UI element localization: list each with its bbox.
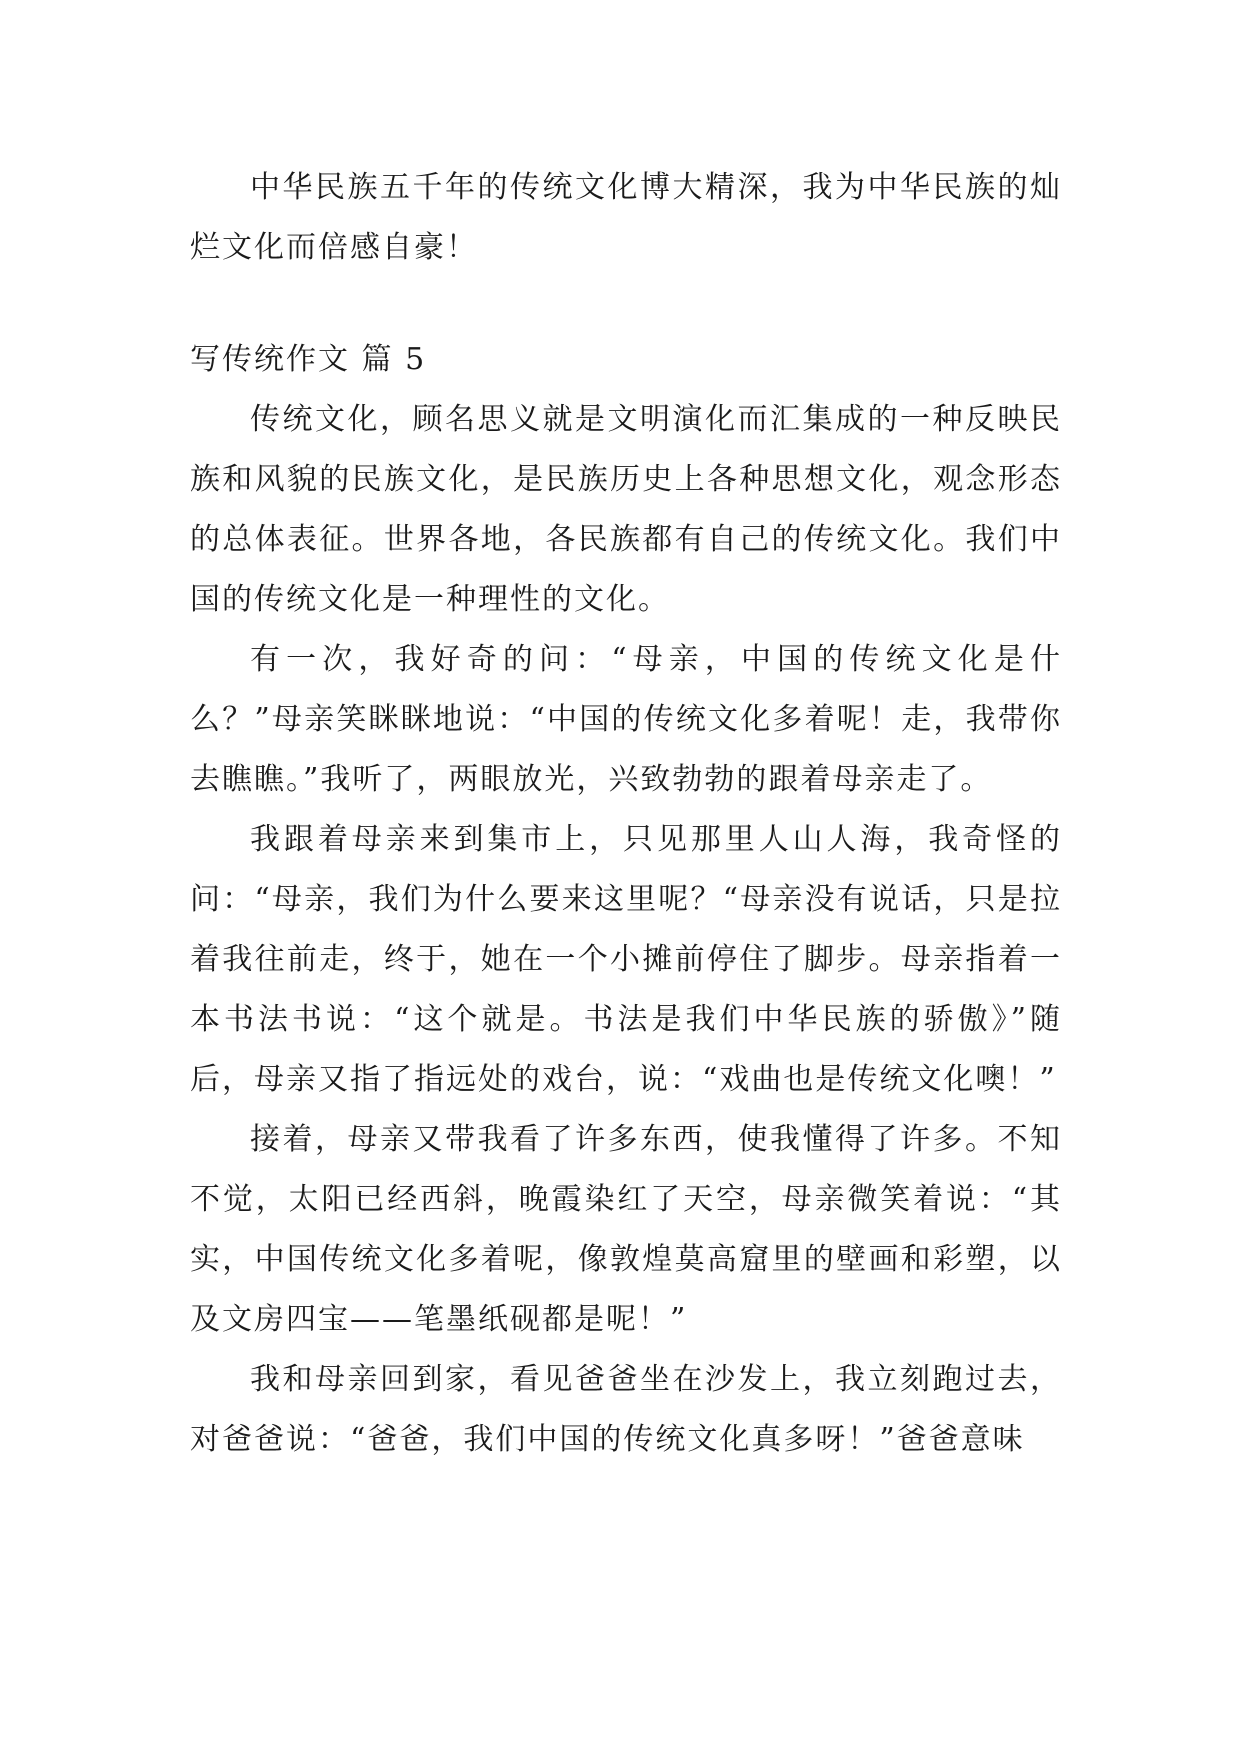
paragraph: 我和母亲回到家，看见爸爸坐在沙发上，我立刻跑过去，对爸爸说：“爸爸，我们中国的传统文化真多呀！”爸爸意味 bbox=[190, 1362, 1062, 1457]
paragraph: 我跟着母亲来到集市上，只见那里人山人海，我奇怪的问：“母亲，我们为什么要来这里呢？“母亲没有说话，只是拉着我往前走，终于，她在一个小摊前停住了脚步。母亲指着一本书法书说：“这个就是。书法是我们中华民族的骄傲》”随后，母亲又指了指远处的戏台，说：“戏曲也是传统文化噢！” bbox=[190, 822, 1062, 1097]
section-heading: 写传统作文 篇 5 bbox=[190, 342, 427, 377]
paragraph: 接着，母亲又带我看了许多东西，使我懂得了许多。不知不觉，太阳已经西斜，晚霞染红了天空，母亲微笑着说：“其实，中国传统文化多着呢，像敦煌莫高窟里的壁画和彩塑，以及文房四宝——笔墨纸砚都是呢！” bbox=[190, 1122, 1062, 1337]
paragraph: 传统文化，顾名思义就是文明演化而汇集成的一种反映民族和风貌的民族文化，是民族历史上各种思想文化，观念形态的总体表征。世界各地，各民族都有自己的传统文化。我们中国的传统文化是一种理性的文化。 bbox=[190, 402, 1062, 617]
document-body bbox=[190, 158, 1062, 1470]
paragraph: 有一次，我好奇的问：“母亲，中国的传统文化是什么？”母亲笑眯眯地说：“中国的传统文化多着呢！走，我带你去瞧瞧。”我听了，两眼放光，兴致勃勃的跟着母亲走了。 bbox=[190, 642, 1062, 797]
intro-paragraph: 中华民族五千年的传统文化博大精深，我为中华民族的灿烂文化而倍感自豪！ bbox=[190, 170, 1062, 265]
